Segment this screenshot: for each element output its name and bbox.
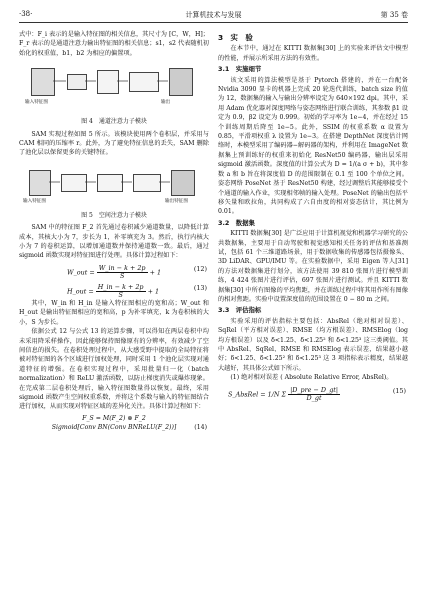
paragraph: (1) 绝对相对误差 ( Absolute Relative Error, AbsRel)。 [230,374,393,382]
subsection-heading: 3.2 数据集 [218,218,255,227]
eq12-num: W_in − k + 2p [98,263,146,272]
equation-14 [19,423,209,432]
paragraph: 其中，W_in 和 H_in 是输入特征图相应的宽和高；W_out 和 H_out 是输出特征图相应的宽和高，p 为补零填充，k 为卷积核的大小，S 为步长。 [19,299,209,326]
eq15-num: |D_pre − D_gt| [290,385,339,394]
volume: 第 35 卷 [380,11,408,19]
eq15-lhs: S_AbsRel = [228,390,266,399]
paragraph: 实验采用的评估指标主要包括：AbsRel（绝对相对误差）、SqRel（平方相对误差）、RMSE（均方根误差）、RMSElog（log 均方根误差）以及 δ<1.25、δ<1.25² 和 δ<1.25³ 这三类阈值。其中 AbsRel、SqRel、RMSE 和 RMSElog 表示误差，结果越小越好；δ<1.25、δ<1.25² 和 δ<1.25³ 这 3 项指标表示精度，结果越大越好，其具体公式如下所示。 [218,317,408,372]
fig5-label-input: 输入特征图 [23,198,46,204]
eq13-tail: + 1 [147,287,160,296]
fig4-arrows [19,60,209,116]
paragraph: SAM 实现过程如图 5 所示。该模块使用两个卷积层，并采用与 CAM 相同的压缩率 r。此外，为了避免特征信息的丢失，SAM 删除了池化层以保留更多的关键特征。 [19,130,209,157]
eq13-den: S [118,290,123,299]
figure-4 [19,60,209,116]
equation-15 [218,383,408,405]
eq14-line1: F_S = M(F_2) ⊗ F_2 [82,414,146,422]
fig5-label-output: 输出特征图 [165,198,188,204]
paragraph: 式中：F_i 表示的是输入特征图的相关信息，其尺寸为 [C，W，H]；F_r 表示的是通道注意力输出特征图的相关信息；s1，s2 代表随机初始化的权重值，b1，b2 为相应的偏置项。 [19,31,209,57]
eq12-tail: + 1 [149,268,162,277]
eq13-lhs: H_out = [67,287,94,296]
eq15-den: D_gt [306,393,322,402]
eq13-num: H_in − k + 2p [97,282,144,291]
section-heading: 3 实 验 [218,33,253,42]
figure-5 [19,160,209,210]
right-column [218,30,408,405]
subsection-heading: 3.3 评估指标 [218,306,262,315]
subsection-heading: 3.1 实施细节 [218,65,262,74]
page-number: ·38· [19,10,33,18]
eq14-line2: Sigmoid[Conv BN(Conv BNReLU(F_2))] [51,424,177,432]
eq15-number: (15) [392,386,406,395]
equation-13 [19,280,209,299]
equation-12 [19,261,209,280]
fig4-label-output: 输出 [161,100,171,106]
journal-name: 计算机技术与发展 [185,11,242,19]
eq15-coef: 1/N Σ [267,390,287,399]
figure-4-caption: 图 4 通道注意力子模块 [81,118,147,126]
paragraph: KITTI 数据集[30] 是广泛应用于计算机视觉和机器学习研究的公共数据集，主要用于自动驾驶和视觉感知相关任务的评估和基准测试，包括 61 个三维道路场景，用于数据收集的传感器包括摄像头、3D LiDAR、GPU/IMU 等。在实验数据中，采用 Eigen 等人[31] 的方法对数据集进行划分，该方法使用 39 810 张图片进行模型训练，4 424 张图片进行评估，697 张图片进行测试。并且 KITTI 数据集[30] 中所有图像的平均焦距，并在训练过程中将其用作所有图像的相对焦距。实验中设置深度值的范围设置在 0 − 80 m 之间。 [218,230,408,303]
paragraph: 在本节中，通过在 KITTI 数据集[30] 上的实验来评估文中模型的性能，并展示所采用方法的有效性。 [218,45,408,62]
figure-5-caption: 图 5 空间注意力子模块 [81,211,147,219]
paragraph: SAM 中的特征图 F_2 首先通过卷积减少通道数量，以降低计算成本，其核大小为 7，步长为 1，补零填充为 3。然后，执行内核大小为 7 的卷积运算，以增加通道数并保持通道数一致。最后，通过 sigmoid 函数实现对特征图进行处理。具体计算过程如下： [19,224,209,260]
paragraph: 该文采用的算法模型是基于 Pytorch 搭建的，并在一台配备 Nvidia 3090 显卡的机器上完成 20 轮迭代训练，batch size 的值为 12，数据集的输入与输出分辨率设定为 640×192 dpi。其中，采用 Adam 优化器对深度网络与姿态网络进行联合训练，其参数 β1 设定为 0.9，β2 设定为 0.999。初始的学习率为 1e−4，并在经过 15 个训练周期后降至 1e−5。此外，SSIM 的权重系数 α 设置为 0.85，平滑项权重 λ 设置为 1e−3。在搭建 DepthNet 深度估计网络时，本模型采用了编码器−解码器的架构，并利用在 ImageNet 数据集上预训练好的权重来初始化 ResNet50 编码器，输出层采用 sigmoid 激活函数。深度值的计算公式为 D = 1/(a σ + b)，其中参数 a 和 b 旨在将深度值 D 的范围限制在 0.1 至 100 个单位之间。姿态网络 PoseNet 基于 ResNet50 构建，经过调整后其能够接受个个通道的输入作业，实现相邻帧的输入处理。PoseNet 的输出包括平移矢量和欧拉角，共同构成了六自由度的相对姿态估计，其比例为 0.01。 [218,76,408,216]
paragraph: 依据公式 12 与公式 13 的运算步骤，可以得知在两层卷积中均未采用降采样操作，因此能够保持图像原有的分辨率，有效减少了空间信息的损失。在卷积处理过程中，从大感受野中提取的全局特征将被对特征图的各个区域进行加权处理，同时采用 1 个池化层实现对通道特征的增强。在卷积实现过程中，采用批量归一化（batch normalization）和 ReLU 激活函数，以防止梯度消失或爆炸现象。在完成第二层卷积处理后，输入特征图数量得以恢复。最终，采用 sigmoid 函数产生空间权重系数，并将这个系数与输入的特征图结合进行加权，从而实现对特征区域的差异化关注。具体计算过程如下： [19,328,209,411]
eq14-number: (14) [194,424,207,432]
eq13-number: (13) [193,283,207,292]
fig4-label-input: 输入特征图 [25,100,48,106]
left-column [19,30,209,433]
eq12-lhs: W_out = [67,268,95,277]
page-header [19,8,408,23]
eq12-number: (12) [193,264,207,273]
eq12-den: S [119,271,125,280]
